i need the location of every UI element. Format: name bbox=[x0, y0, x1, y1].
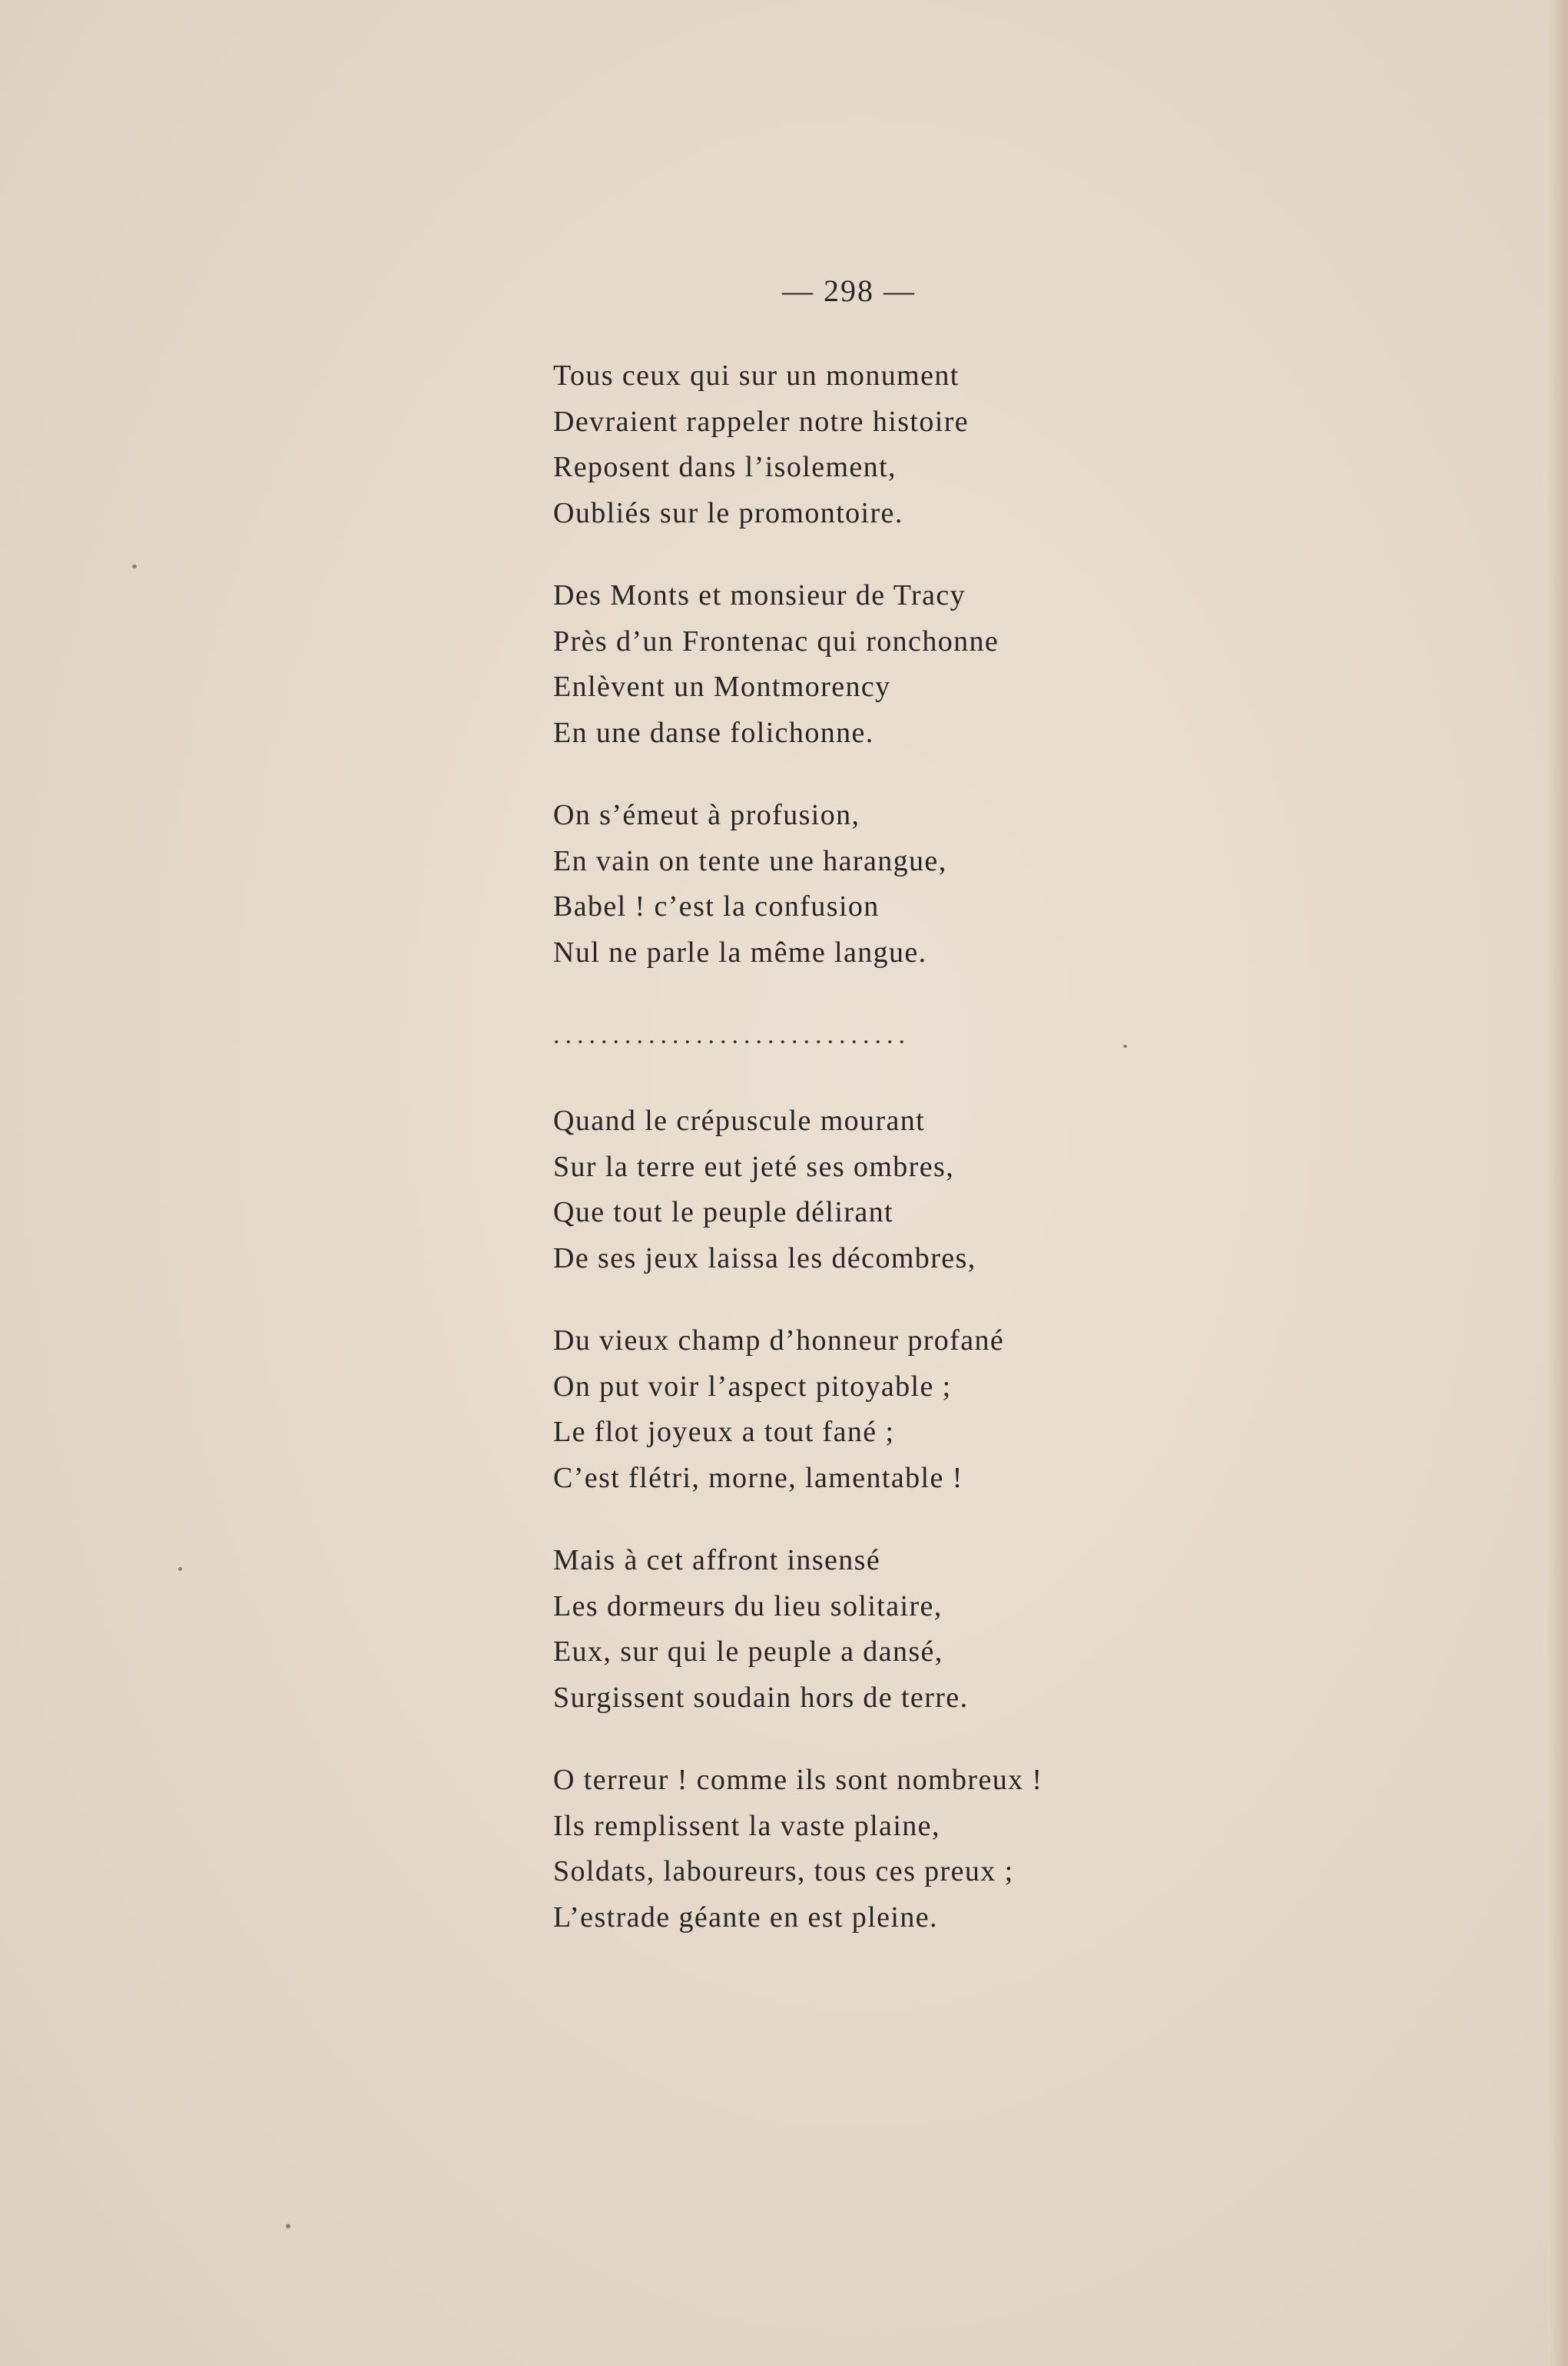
stanza bbox=[553, 573, 1321, 756]
poem-line: Que tout le peuple délirant bbox=[553, 1196, 893, 1228]
paper-speck bbox=[286, 2224, 290, 2228]
poem-line: Les dormeurs du lieu solitaire, bbox=[553, 1589, 943, 1622]
stanza bbox=[553, 793, 1321, 976]
poem-line: Nul ne parle la même langue. bbox=[553, 936, 927, 969]
paper-speck bbox=[178, 1567, 182, 1571]
page-number: — 298 — bbox=[782, 273, 916, 308]
poem-line: Du vieux champ d’honneur profané bbox=[553, 1324, 1005, 1357]
stanza bbox=[553, 1538, 1321, 1721]
poem-line: En une danse folichonne. bbox=[553, 716, 874, 749]
poem-line: Babel ! c’est la confusion bbox=[553, 890, 880, 923]
poem-line: On put voir l’aspect pitoyable ; bbox=[553, 1370, 952, 1403]
page-edge bbox=[1548, 0, 1568, 2366]
paper-speck bbox=[132, 565, 137, 568]
poem-line: O terreur ! comme ils sont nombreux ! bbox=[553, 1764, 1043, 1796]
poem-line: Des Monts et monsieur de Tracy bbox=[553, 579, 966, 611]
poem-line: Mais à cet affront insensé bbox=[553, 1544, 881, 1576]
poem-line: Oubliés sur le promontoire. bbox=[553, 496, 903, 529]
poem-line: L’estrade géante en est pleine. bbox=[553, 1900, 938, 1934]
stanza bbox=[553, 1318, 1321, 1501]
poem-line: Sur la terre eut jeté ses ombres, bbox=[553, 1150, 955, 1183]
poem-line: Devraient rappeler notre histoire bbox=[553, 405, 970, 438]
poem-line: Surgissent soudain hors de terre. bbox=[553, 1681, 969, 1714]
poem-line: Reposent dans l’isolement, bbox=[553, 451, 897, 483]
poem-line: Tous ceux qui sur un monument bbox=[553, 360, 960, 392]
poem-line: On s’émeut à profusion, bbox=[553, 799, 860, 831]
poem-line: Quand le crépuscule mourant bbox=[553, 1105, 926, 1137]
stanza bbox=[553, 1758, 1321, 1940]
poem-line: Près d’un Frontenac qui ronchonne bbox=[553, 625, 999, 658]
poem-line: Enlèvent un Montmorency bbox=[553, 671, 891, 703]
poem-line: De ses jeux laissa les décombres, bbox=[553, 1241, 976, 1274]
poem-line: Eux, sur qui le peuple a dansé, bbox=[553, 1635, 943, 1668]
poem-line: C’est flétri, morne, lamentable ! bbox=[553, 1461, 963, 1494]
stanza bbox=[553, 1098, 1321, 1281]
poem-line: En vain on tente une harangue, bbox=[553, 844, 947, 877]
poem-line: Le flot joyeux a tout fané ; bbox=[553, 1416, 895, 1448]
poem-line: Soldats, laboureurs, tous ces preux ; bbox=[553, 1855, 1014, 1887]
section-break-dots: .............................. bbox=[553, 1021, 910, 1049]
poem-line: Ils remplissent la vaste plaine, bbox=[553, 1809, 940, 1842]
stanza bbox=[553, 353, 1321, 536]
poem bbox=[553, 353, 1321, 1940]
